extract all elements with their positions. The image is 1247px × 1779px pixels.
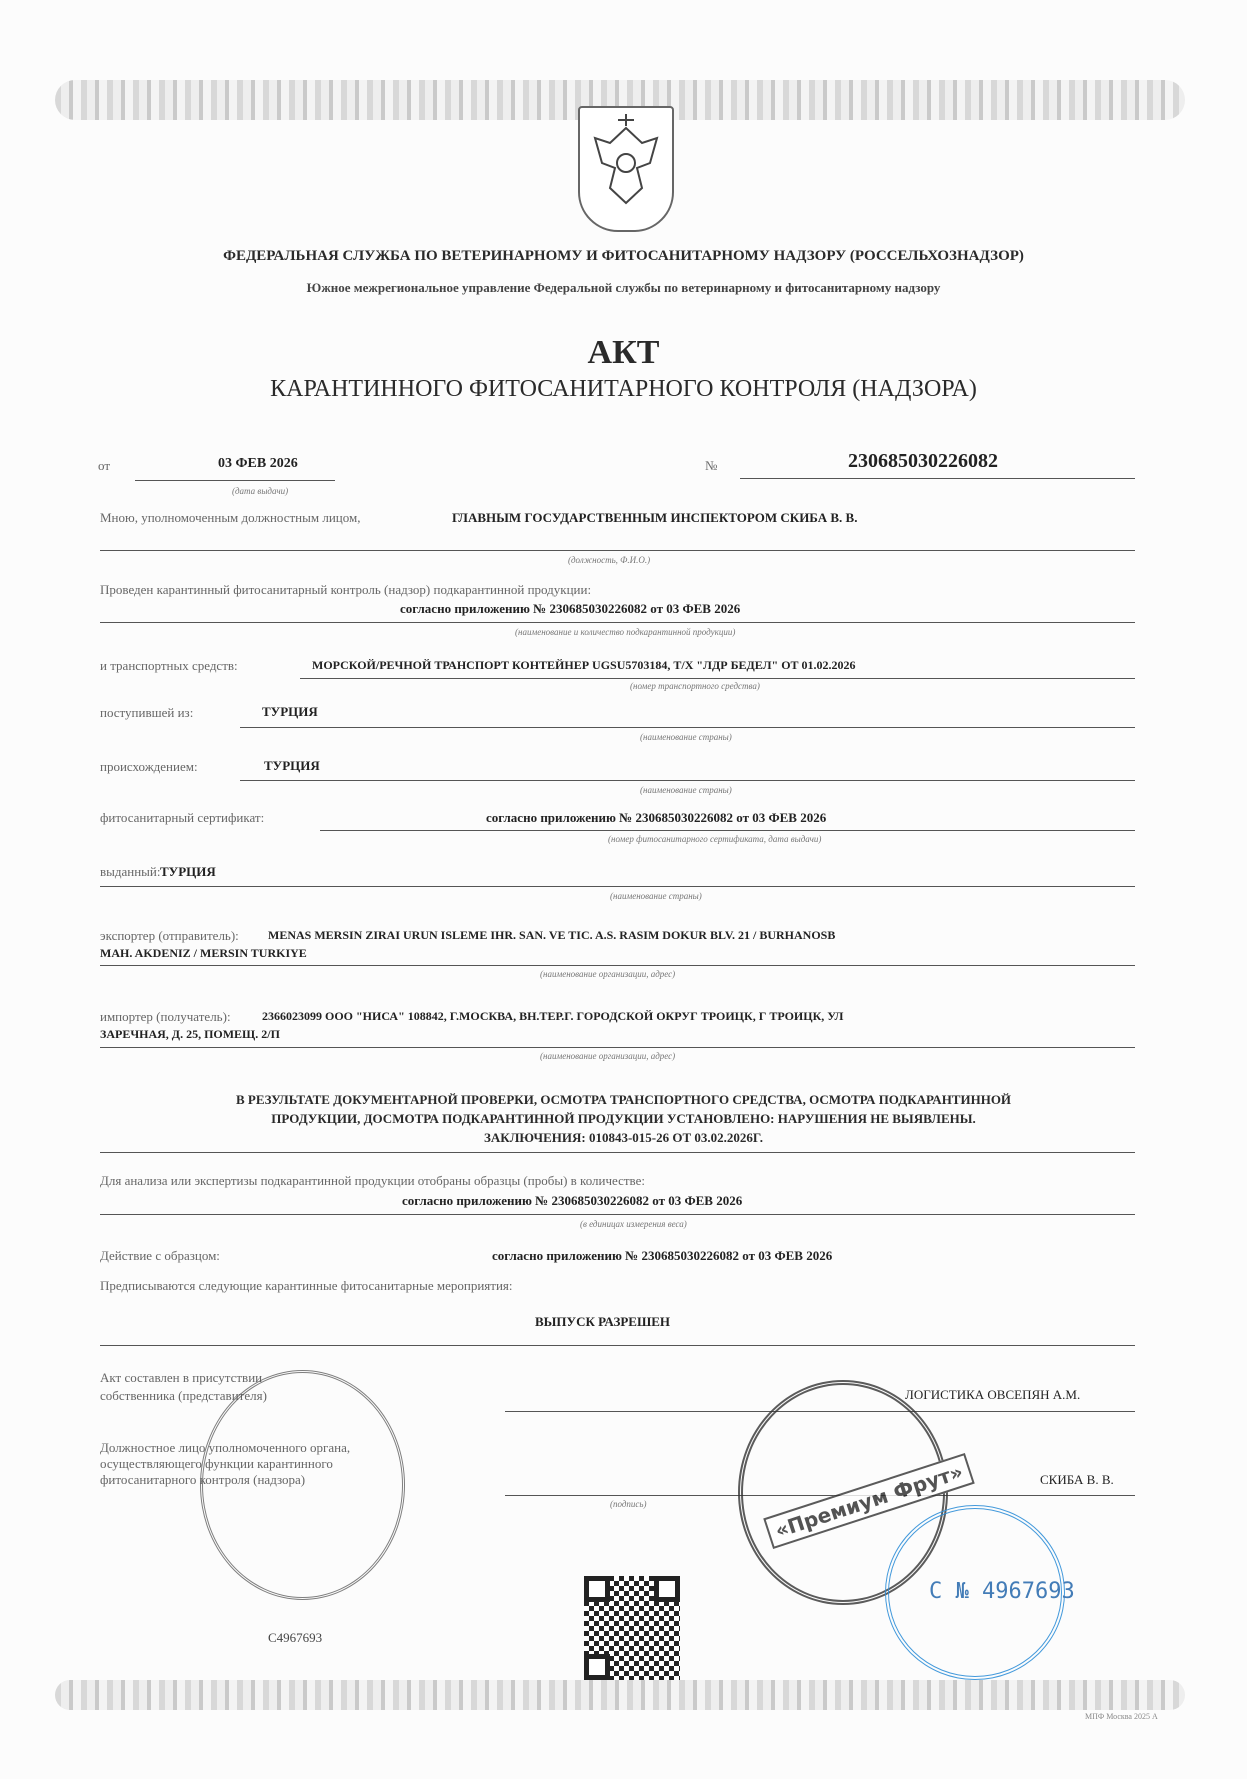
exporter-value-line1: MENAS MERSIN ZIRAI URUN ISLEME IHR. SAN. VE TIC. A.S. RASIM DOKUR BLV. 21 / BURHANOSB (268, 928, 836, 942)
control-value: согласно приложению № 230685030226082 от 03 ФЕВ 2026 (400, 601, 741, 616)
issue-date: 03 ФЕВ 2026 (218, 456, 298, 471)
official-label: Должностное лицо уполномоченного органа, (100, 1440, 351, 1455)
caption: (наименование и количество подкарантинной продукции) (515, 627, 736, 637)
form-serial-number: С4967693 (268, 1630, 323, 1645)
caption: (наименование организации, адрес) (540, 1051, 676, 1061)
importer-value-line1: 2366023099 ООО "НИСА" 108842, Г.МОСКВА, ВН.ТЕР.Г. ГОРОДСКОЙ ОКРУГ ТРОИЦК, Г ТРОИЦК, УЛ (262, 1009, 844, 1023)
inspector-label: Мною, уполномоченным должностным лицом, (100, 510, 361, 525)
blue-round-seal (885, 1505, 1075, 1680)
number-label: № (705, 458, 718, 473)
printer-mark: МПФ Москва 2025 А (1085, 1712, 1158, 1721)
official-name: СКИБА В. В. (1040, 1472, 1114, 1487)
samples-label: Для анализа или экспертизы подкарантинной продукции отобраны образцы (пробы) в количестве: (100, 1173, 645, 1188)
transport-label: и транспортных средств: (100, 658, 238, 673)
owner-label: Акт составлен в присутствии (100, 1370, 263, 1385)
exporter-value-line2: MAH. AKDENIZ / MERSIN TURKIYE (100, 946, 307, 960)
issued-value: ТУРЦИЯ (160, 864, 216, 879)
caption: (наименование организации, адрес) (540, 969, 676, 979)
transport-value: МОРСКОЙ/РЕЧНОЙ ТРАНСПОРТ КОНТЕЙНЕР UGSU5703184, Т/Х "ЛДР БЕДЕЛ" ОТ 01.02.2026 (312, 658, 856, 672)
certificate-label: фитосанитарный сертификат: (100, 810, 265, 825)
caption: (наименование страны) (610, 891, 702, 901)
caption: (должность, Ф.И.О.) (568, 555, 651, 565)
exporter-label: экспортер (отправитель): (100, 928, 239, 943)
owner-name: ЛОГИСТИКА ОВСЕПЯН А.М. (905, 1387, 1081, 1402)
caption: (дата выдачи) (232, 486, 289, 496)
owner-label: собственника (представителя) (100, 1388, 267, 1403)
official-round-seal (200, 1370, 405, 1600)
official-label: фитосанитарного контроля (надзора) (100, 1472, 306, 1487)
caption: (наименование страны) (640, 785, 732, 795)
result-line: В РЕЗУЛЬТАТЕ ДОКУМЕНТАРНОЙ ПРОВЕРКИ, ОСМОТРА ТРАНСПОРТНОГО СРЕДСТВА, ОСМОТРА ПОДКАРАНТИННОЙ (235, 1092, 1012, 1107)
document-title: АКТ (587, 334, 660, 371)
result-line: ЗАКЛЮЧЕНИЯ: 010843-015-26 ОТ 03.02.2026Г. (484, 1130, 763, 1145)
certificate-value: согласно приложению № 230685030226082 от 03 ФЕВ 2026 (486, 810, 827, 825)
sample-action-value: согласно приложению № 230685030226082 от 03 ФЕВ 2026 (492, 1248, 833, 1263)
from-country-label: поступившей из: (100, 705, 194, 720)
act-number: 230685030226082 (848, 450, 998, 472)
caption: (наименование страны) (640, 732, 732, 742)
caption: (номер транспортного средства) (630, 681, 760, 691)
date-label: от (98, 458, 111, 473)
origin-label: происхождением: (100, 759, 198, 774)
document-subtitle: КАРАНТИННОГО ФИТОСАНИТАРНОГО КОНТРОЛЯ (НАДЗОРА) (270, 376, 977, 402)
inspection-result (0, 1090, 1247, 1147)
caption: (в единицах измерения веса) (580, 1219, 687, 1229)
caption: (подпись) (610, 1499, 647, 1509)
caption: (номер фитосанитарного сертификата, дата выдачи) (608, 834, 822, 844)
importer-label: импортер (получатель): (100, 1009, 231, 1024)
measures-value: ВЫПУСК РАЗРЕШЕН (535, 1314, 671, 1329)
official-label: осуществляющего функции карантинного (100, 1456, 333, 1471)
agency-name: ФЕДЕРАЛЬНАЯ СЛУЖБА ПО ВЕТЕРИНАРНОМУ И ФИТОСАНИТАРНОМУ НАДЗОРУ (РОССЕЛЬХОЗНАДЗОР) (223, 248, 1024, 264)
control-label: Проведен карантинный фитосанитарный контроль (надзор) подкарантинной продукции: (100, 582, 592, 597)
result-line: ПРОДУКЦИИ, ДОСМОТРА ПОДКАРАНТИННОЙ ПРОДУКЦИИ УСТАНОВЛЕНО: НАРУШЕНИЯ НЕ ВЫЯВЛЕНЫ. (271, 1111, 976, 1126)
coat-of-arms-emblem (578, 106, 674, 232)
ornamental-border-bottom (55, 1680, 1185, 1710)
issued-label: выданный: (100, 864, 161, 879)
importer-value-line2: ЗАРЕЧНАЯ, Д. 25, ПОМЕЩ. 2/П (100, 1027, 280, 1041)
origin-value: ТУРЦИЯ (264, 758, 320, 773)
blue-stamp-number: С № 4967693 (929, 1579, 1075, 1604)
samples-value: согласно приложению № 230685030226082 от 03 ФЕВ 2026 (402, 1193, 743, 1208)
from-country-value: ТУРЦИЯ (262, 704, 318, 719)
sample-action-label: Действие с образцом: (100, 1248, 220, 1263)
measures-label: Предписываются следующие карантинные фитосанитарные мероприятия: (100, 1278, 513, 1293)
company-stamp-text: «Премиум Фрут» (763, 1453, 974, 1549)
inspector-value: ГЛАВНЫМ ГОСУДАРСТВЕННЫМ ИНСПЕКТОРОМ СКИБА В. В. (452, 510, 858, 525)
qr-code (584, 1576, 680, 1680)
department-name: Южное межрегиональное управление Федеральной службы по ветеринарному и фитосанитарному надзору (306, 280, 941, 295)
